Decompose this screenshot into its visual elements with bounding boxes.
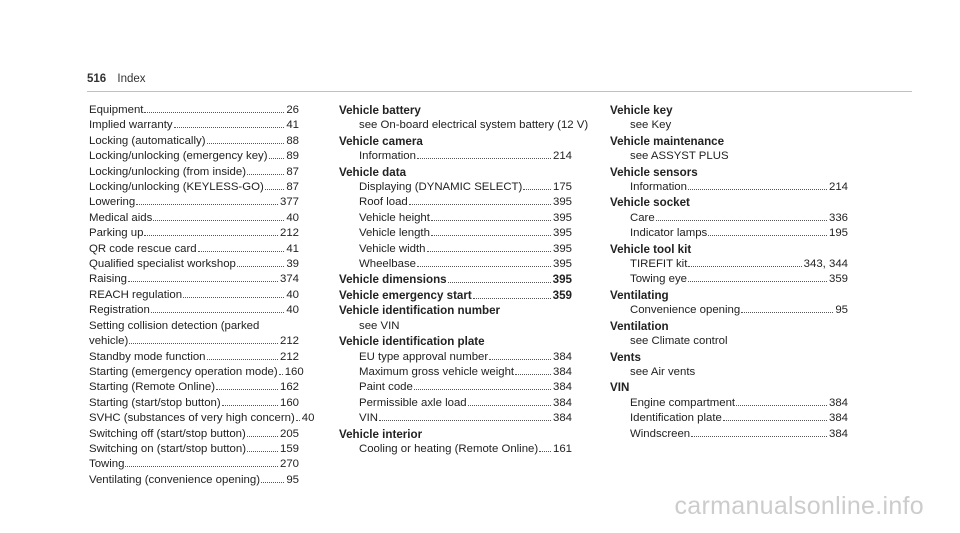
index-heading: Vehicle sensors: [610, 165, 698, 179]
index-entry-page: 205: [279, 427, 299, 440]
index-entry: [339, 380, 572, 395]
index-entry-page: 374: [279, 273, 299, 286]
index-entry-label: Wheelbase: [359, 258, 416, 271]
index-entry-label: Switching off (start/stop button): [89, 427, 246, 440]
index-entry: [89, 303, 299, 318]
leader-dots: [222, 405, 278, 406]
index-entry: [89, 134, 299, 149]
index-entry: [339, 365, 572, 380]
index-entry-label: see VIN: [359, 319, 400, 332]
index-entry: [339, 242, 572, 257]
index-entry: [610, 149, 848, 164]
index-entry-page: 343, 344: [803, 258, 848, 271]
index-entry-page: 395: [552, 211, 572, 224]
index-entry-page: 40: [286, 304, 299, 317]
leader-dots: [656, 220, 827, 221]
index-entry-page: 384: [552, 350, 572, 363]
leader-dots: [473, 298, 551, 299]
index-entry-label: see Air vents: [630, 365, 696, 378]
index-entry-label: Engine compartment: [630, 396, 736, 409]
index-heading: Vehicle identification number: [339, 304, 501, 318]
index-entry: [610, 365, 848, 380]
leader-dots: [414, 389, 551, 390]
leader-dots: [523, 189, 551, 190]
index-entry-page: 214: [828, 181, 848, 194]
index-heading: Vehicle camera: [339, 134, 423, 148]
index-entry-label: Vehicle height: [359, 211, 430, 224]
index-entry-page: 395: [552, 242, 572, 255]
leader-dots: [409, 204, 551, 205]
index-entry-label: Parking up: [89, 227, 144, 240]
index-entry-label: Ventilating (convenience opening): [89, 473, 260, 486]
index-entry: [610, 411, 848, 426]
index-entry: [339, 118, 589, 133]
index-entry-page: 384: [552, 365, 572, 378]
leader-dots: [688, 189, 827, 190]
index-entry: [339, 195, 572, 210]
leader-dots: [708, 235, 827, 236]
index-entry-label: vehicle): [89, 335, 129, 348]
index-column-1: [89, 103, 315, 488]
index-entry: [89, 103, 299, 118]
leader-dots: [153, 220, 284, 221]
index-entry-label: Care: [630, 211, 655, 224]
index-entry-label: Qualified specialist workshop: [89, 258, 236, 271]
index-entry: [89, 272, 299, 287]
index-entry-label: Standby mode function: [89, 350, 206, 363]
index-entry-label: Permissible axle load: [359, 396, 467, 409]
index-entry: [89, 396, 299, 411]
index-entry: [89, 180, 299, 195]
leader-dots: [279, 374, 283, 375]
index-entry-label: see ASSYST PLUS: [630, 150, 729, 163]
index-entry-label: see Key: [630, 119, 672, 132]
index-heading: Vehicle emergency start: [339, 288, 472, 302]
index-entry-label: Registration: [89, 304, 150, 317]
index-heading: Vents: [610, 350, 641, 364]
index-entry-page: 395: [552, 258, 572, 271]
index-entry-label: REACH regulation: [89, 288, 183, 301]
index-entry-page: 214: [552, 150, 572, 163]
index-heading: Vehicle socket: [610, 196, 690, 210]
index-entry-label: Maximum gross vehicle weight: [359, 365, 515, 378]
index-entry-page: 384: [828, 396, 848, 409]
section-title: Index: [117, 73, 146, 85]
index-entry-label: see On-board electrical system battery (12 V): [359, 119, 589, 132]
index-entry-page: 212: [279, 350, 299, 363]
index-entry: [610, 180, 848, 195]
leader-dots: [269, 158, 285, 159]
leader-dots: [489, 359, 551, 360]
leader-dots: [247, 436, 278, 437]
index-entry: [89, 288, 299, 303]
index-entry: [339, 211, 572, 226]
index-entry: [339, 411, 572, 426]
index-entry-page: 161: [552, 442, 572, 455]
index-entry: [89, 473, 299, 488]
index-entry-label: VIN: [359, 412, 378, 425]
leader-dots: [129, 343, 278, 344]
leader-dots: [237, 266, 284, 267]
index-entry: [89, 442, 299, 457]
index-entry: [339, 319, 572, 334]
index-heading: Ventilating: [610, 288, 669, 302]
leader-dots: [417, 266, 551, 267]
index-entry-page: 175: [552, 181, 572, 194]
index-entry: [610, 211, 848, 226]
index-entry-page: 40: [286, 211, 299, 224]
index-entry-label: Setting collision detection (parked: [89, 319, 260, 332]
leader-dots: [688, 266, 801, 267]
leader-dots: [144, 235, 278, 236]
index-entry-label: SVHC (substances of very high concern): [89, 412, 295, 425]
leader-dots: [151, 312, 285, 313]
index-entry-label: Starting (Remote Online): [89, 381, 215, 394]
leader-dots: [539, 451, 551, 452]
index-entry: [610, 334, 848, 349]
index-heading: Vehicle identification plate: [339, 335, 485, 349]
index-entry-page: 384: [552, 412, 572, 425]
page-header: [87, 73, 146, 85]
index-heading: VIN: [610, 381, 630, 395]
index-entry-page: 88: [286, 134, 299, 147]
index-entry: [339, 257, 572, 272]
index-entry-page: 384: [828, 427, 848, 440]
index-entry-page: 160: [279, 396, 299, 409]
index-entry-page: 359: [552, 288, 572, 302]
header-divider: [87, 91, 912, 92]
index-entry: [610, 257, 848, 272]
index-entry-label: Medical aids: [89, 211, 153, 224]
index-entry-page: 212: [279, 335, 299, 348]
index-entry-page: 270: [279, 458, 299, 471]
index-entry-page: 212: [279, 227, 299, 240]
index-entry-label: Starting (emergency operation mode): [89, 365, 278, 378]
index-heading: Vehicle dimensions: [339, 273, 447, 287]
leader-dots: [515, 374, 551, 375]
index-entry-label: Information: [630, 181, 687, 194]
index-entry-page: 195: [828, 227, 848, 240]
index-entry: [89, 365, 304, 380]
index-entry-page: 395: [552, 227, 572, 240]
index-entry: [610, 396, 848, 411]
index-entry-page: 159: [279, 442, 299, 455]
leader-dots: [427, 251, 551, 252]
index-entry: [339, 272, 572, 287]
page-number: 516: [87, 73, 107, 85]
index-entry: [89, 242, 299, 257]
index-heading: Vehicle maintenance: [610, 134, 725, 148]
leader-dots: [247, 174, 284, 175]
index-entry: [89, 411, 315, 426]
index-entry-label: Vehicle width: [359, 242, 426, 255]
index-entry-page: 336: [828, 211, 848, 224]
index-entry-page: 26: [286, 104, 299, 116]
index-entry-page: 395: [552, 196, 572, 209]
index-entry-label: Paint code: [359, 381, 413, 394]
index-heading: Vehicle key: [610, 104, 673, 117]
index-entry-label: Locking/unlocking (KEYLESS-GO): [89, 181, 264, 194]
leader-dots: [198, 251, 285, 252]
index-heading: Ventilation: [610, 319, 669, 333]
index-entry-label: Locking/unlocking (from inside): [89, 165, 247, 178]
leader-dots: [128, 281, 278, 282]
index-entry-page: 377: [279, 196, 299, 209]
index-entry: [89, 118, 299, 133]
index-entry-page: 41: [286, 242, 299, 255]
leader-dots: [136, 204, 278, 205]
index-entry: [89, 226, 299, 241]
index-entry: [610, 303, 848, 318]
index-heading: Vehicle battery: [339, 104, 421, 117]
index-entry: [89, 427, 299, 442]
index-entry-page: 40: [301, 412, 315, 425]
index-entry: [339, 396, 572, 411]
leader-dots: [247, 451, 278, 452]
index-entry-page: 89: [286, 150, 299, 163]
index-entry: [339, 180, 572, 195]
leader-dots: [207, 143, 285, 144]
leader-dots: [468, 405, 551, 406]
index-entry: [89, 211, 299, 226]
index-entry-page: 395: [552, 273, 572, 287]
index-entry-label: Towing: [89, 458, 125, 471]
leader-dots: [125, 466, 278, 467]
index-entry: [89, 350, 299, 365]
leader-dots: [431, 235, 551, 236]
index-entry-label: EU type approval number: [359, 350, 489, 363]
watermark: carmanualsonline.info: [674, 492, 924, 520]
index-entry-label: Towing eye: [630, 273, 687, 286]
index-entry-label: Locking (automatically): [89, 134, 206, 147]
index-entry: [89, 380, 299, 395]
leader-dots: [216, 389, 278, 390]
index-entry-page: 95: [835, 304, 848, 317]
index-entry-page: 95: [286, 473, 299, 486]
index-entry: [610, 427, 848, 442]
index-entry-label: Locking/unlocking (emergency key): [89, 150, 268, 163]
index-entry-page: 162: [279, 381, 299, 394]
index-entry-page: 87: [286, 181, 299, 194]
index-entry-label: Starting (start/stop button): [89, 396, 221, 409]
leader-dots: [417, 158, 551, 159]
index-entry-page: 39: [286, 258, 299, 271]
index-entry: [89, 257, 299, 272]
leader-dots: [448, 282, 551, 283]
index-entry: [89, 195, 299, 210]
index-column-3: [610, 103, 848, 442]
leader-dots: [688, 281, 827, 282]
index-heading: Vehicle interior: [339, 427, 423, 441]
index-entry: [89, 334, 299, 349]
index-entry-label: Switching on (start/stop button): [89, 442, 247, 455]
index-entry-label: Implied warranty: [89, 119, 173, 132]
index-column-2: [339, 103, 589, 457]
index-entry-label: Roof load: [359, 196, 408, 209]
leader-dots: [296, 420, 300, 421]
index-entry-label: Information: [359, 150, 416, 163]
index-entry: [339, 226, 572, 241]
index-entry-page: 41: [286, 119, 299, 132]
index-entry-label: Indicator lamps: [630, 227, 708, 240]
index-entry: [610, 118, 848, 133]
index-entry-page: 40: [286, 288, 299, 301]
index-entry-label: Displaying (DYNAMIC SELECT): [359, 181, 523, 194]
leader-dots: [723, 420, 827, 421]
leader-dots: [741, 312, 833, 313]
index-entry: [89, 457, 299, 472]
index-entry-page: 160: [284, 365, 304, 378]
leader-dots: [144, 112, 284, 113]
index-entry: [339, 149, 572, 164]
index-entry-page: 384: [828, 412, 848, 425]
index-entry: [339, 442, 572, 457]
index-heading: Vehicle tool kit: [610, 242, 692, 256]
leader-dots: [207, 359, 278, 360]
index-entry-label: Vehicle length: [359, 227, 430, 240]
index-heading: Vehicle data: [339, 165, 407, 179]
leader-dots: [265, 189, 285, 190]
leader-dots: [261, 482, 284, 483]
index-entry-page: 384: [552, 396, 572, 409]
index-entry-label: Equipment: [89, 104, 144, 116]
index-entry-page: 384: [552, 381, 572, 394]
leader-dots: [431, 220, 551, 221]
index-entry: [89, 319, 299, 334]
index-entry-label: Identification plate: [630, 412, 722, 425]
index-entry-label: Lowering: [89, 196, 136, 209]
index-entry: [610, 272, 848, 287]
index-entry: [339, 350, 572, 365]
index-entry-label: TIREFIT kit: [630, 258, 688, 271]
leader-dots: [183, 297, 284, 298]
index-entry-page: 359: [828, 273, 848, 286]
leader-dots: [174, 127, 285, 128]
index-entry-page: 87: [286, 165, 299, 178]
index-entry-label: Raising: [89, 273, 127, 286]
index-entry-label: Convenience opening: [630, 304, 741, 317]
index-entry-label: QR code rescue card: [89, 242, 197, 255]
index-entry-label: see Climate control: [630, 335, 728, 348]
index-entry: [89, 165, 299, 180]
index-entry: [610, 226, 848, 241]
leader-dots: [691, 436, 827, 437]
index-entry-label: Windscreen: [630, 427, 691, 440]
index-entry: [89, 149, 299, 164]
leader-dots: [736, 405, 827, 406]
leader-dots: [379, 420, 551, 421]
index-entry: [339, 288, 572, 303]
index-entry-label: Cooling or heating (Remote Online): [359, 442, 539, 455]
